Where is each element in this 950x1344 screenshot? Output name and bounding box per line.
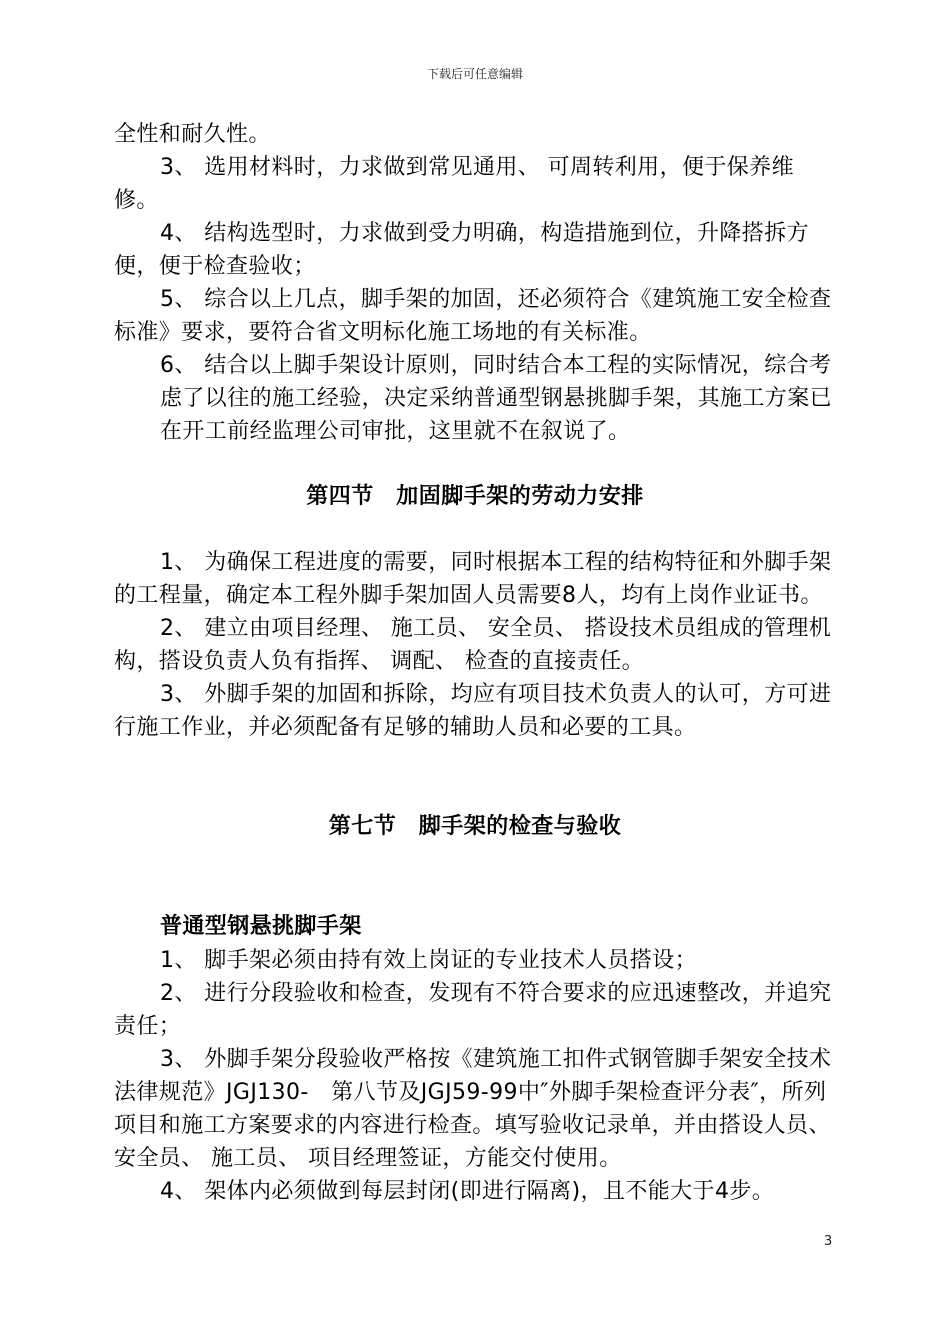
section-7-heading: 第七节 脚手架的检查与验收 (328, 814, 622, 839)
list-item: 5、 综合以上几点，脚手架的加固，还必须符合《建筑施工安全检查标准》要求，要符合省文明标化施工场地的有关标准。 (114, 287, 832, 345)
section-7-body (114, 944, 836, 1208)
list-item: 2、 进行分段验收和检查，发现有不符合要求的应迅速整改，并追究责任； (114, 981, 832, 1039)
section-4-body (114, 546, 836, 744)
list-item: 6、 结合以上脚手架设计原则，同时结合本工程的实际情况，综合考虑了以往的施工经验，决定采纳普通型钢悬挑脚手架，其施工方案已在开工前经监理公司审批，这里就不在叙说了。 (160, 353, 833, 444)
list-item: 3、 外脚手架分段验收严格按《建筑施工扣件式钢管脚手架安全技术法律规范》JGJ130- 第八节及JGJ59-99中″外脚手架检查评分表″，所列项目和施工方案要求的内容进行检查。填写验收记录单，并由搭设人员、 安全员、 施工员、 项目经理签证，方能交付使用。 (114, 1047, 832, 1171)
paragraph-continuation: 全性和耐久性。 (114, 122, 271, 147)
list-item: 1、 为确保工程进度的需要，同时根据本工程的结构特征和外脚手架的工程量，确定本工程外脚手架加固人员需要8人，均有上岗作业证书。 (114, 550, 832, 608)
section-4-heading: 第四节 加固脚手架的劳动力安排 (306, 484, 644, 509)
list-item: 1、 脚手架必须由持有效上岗证的专业技术人员搭设； (160, 948, 697, 973)
page-number: 3 (824, 1234, 833, 1249)
paragraph-block-1 (114, 118, 836, 448)
page-header: 下载后可任意编辑 (426, 67, 523, 81)
list-item: 3、 外脚手架的加固和拆除，均应有项目技术负责人的认可，方可进行施工作业，并必须配备有足够的辅助人员和必要的工具。 (114, 682, 832, 740)
list-item: 4、 架体内必须做到每层封闭(即进行隔离)，且不能大于4步。 (160, 1179, 775, 1204)
list-item: 3、 选用材料时，力求做到常见通用、 可周转利用，便于保养维修。 (114, 155, 794, 213)
section-7-subheading: 普通型钢悬挑脚手架 (160, 914, 362, 939)
list-item: 4、 结构选型时，力求做到受力明确，构造措施到位，升降搭拆方便，便于检查验收； (114, 221, 809, 279)
list-item: 2、 建立由项目经理、 施工员、 安全员、 搭设技术员组成的管理机构，搭设负责人负有指挥、 调配、 检查的直接责任。 (114, 616, 832, 674)
